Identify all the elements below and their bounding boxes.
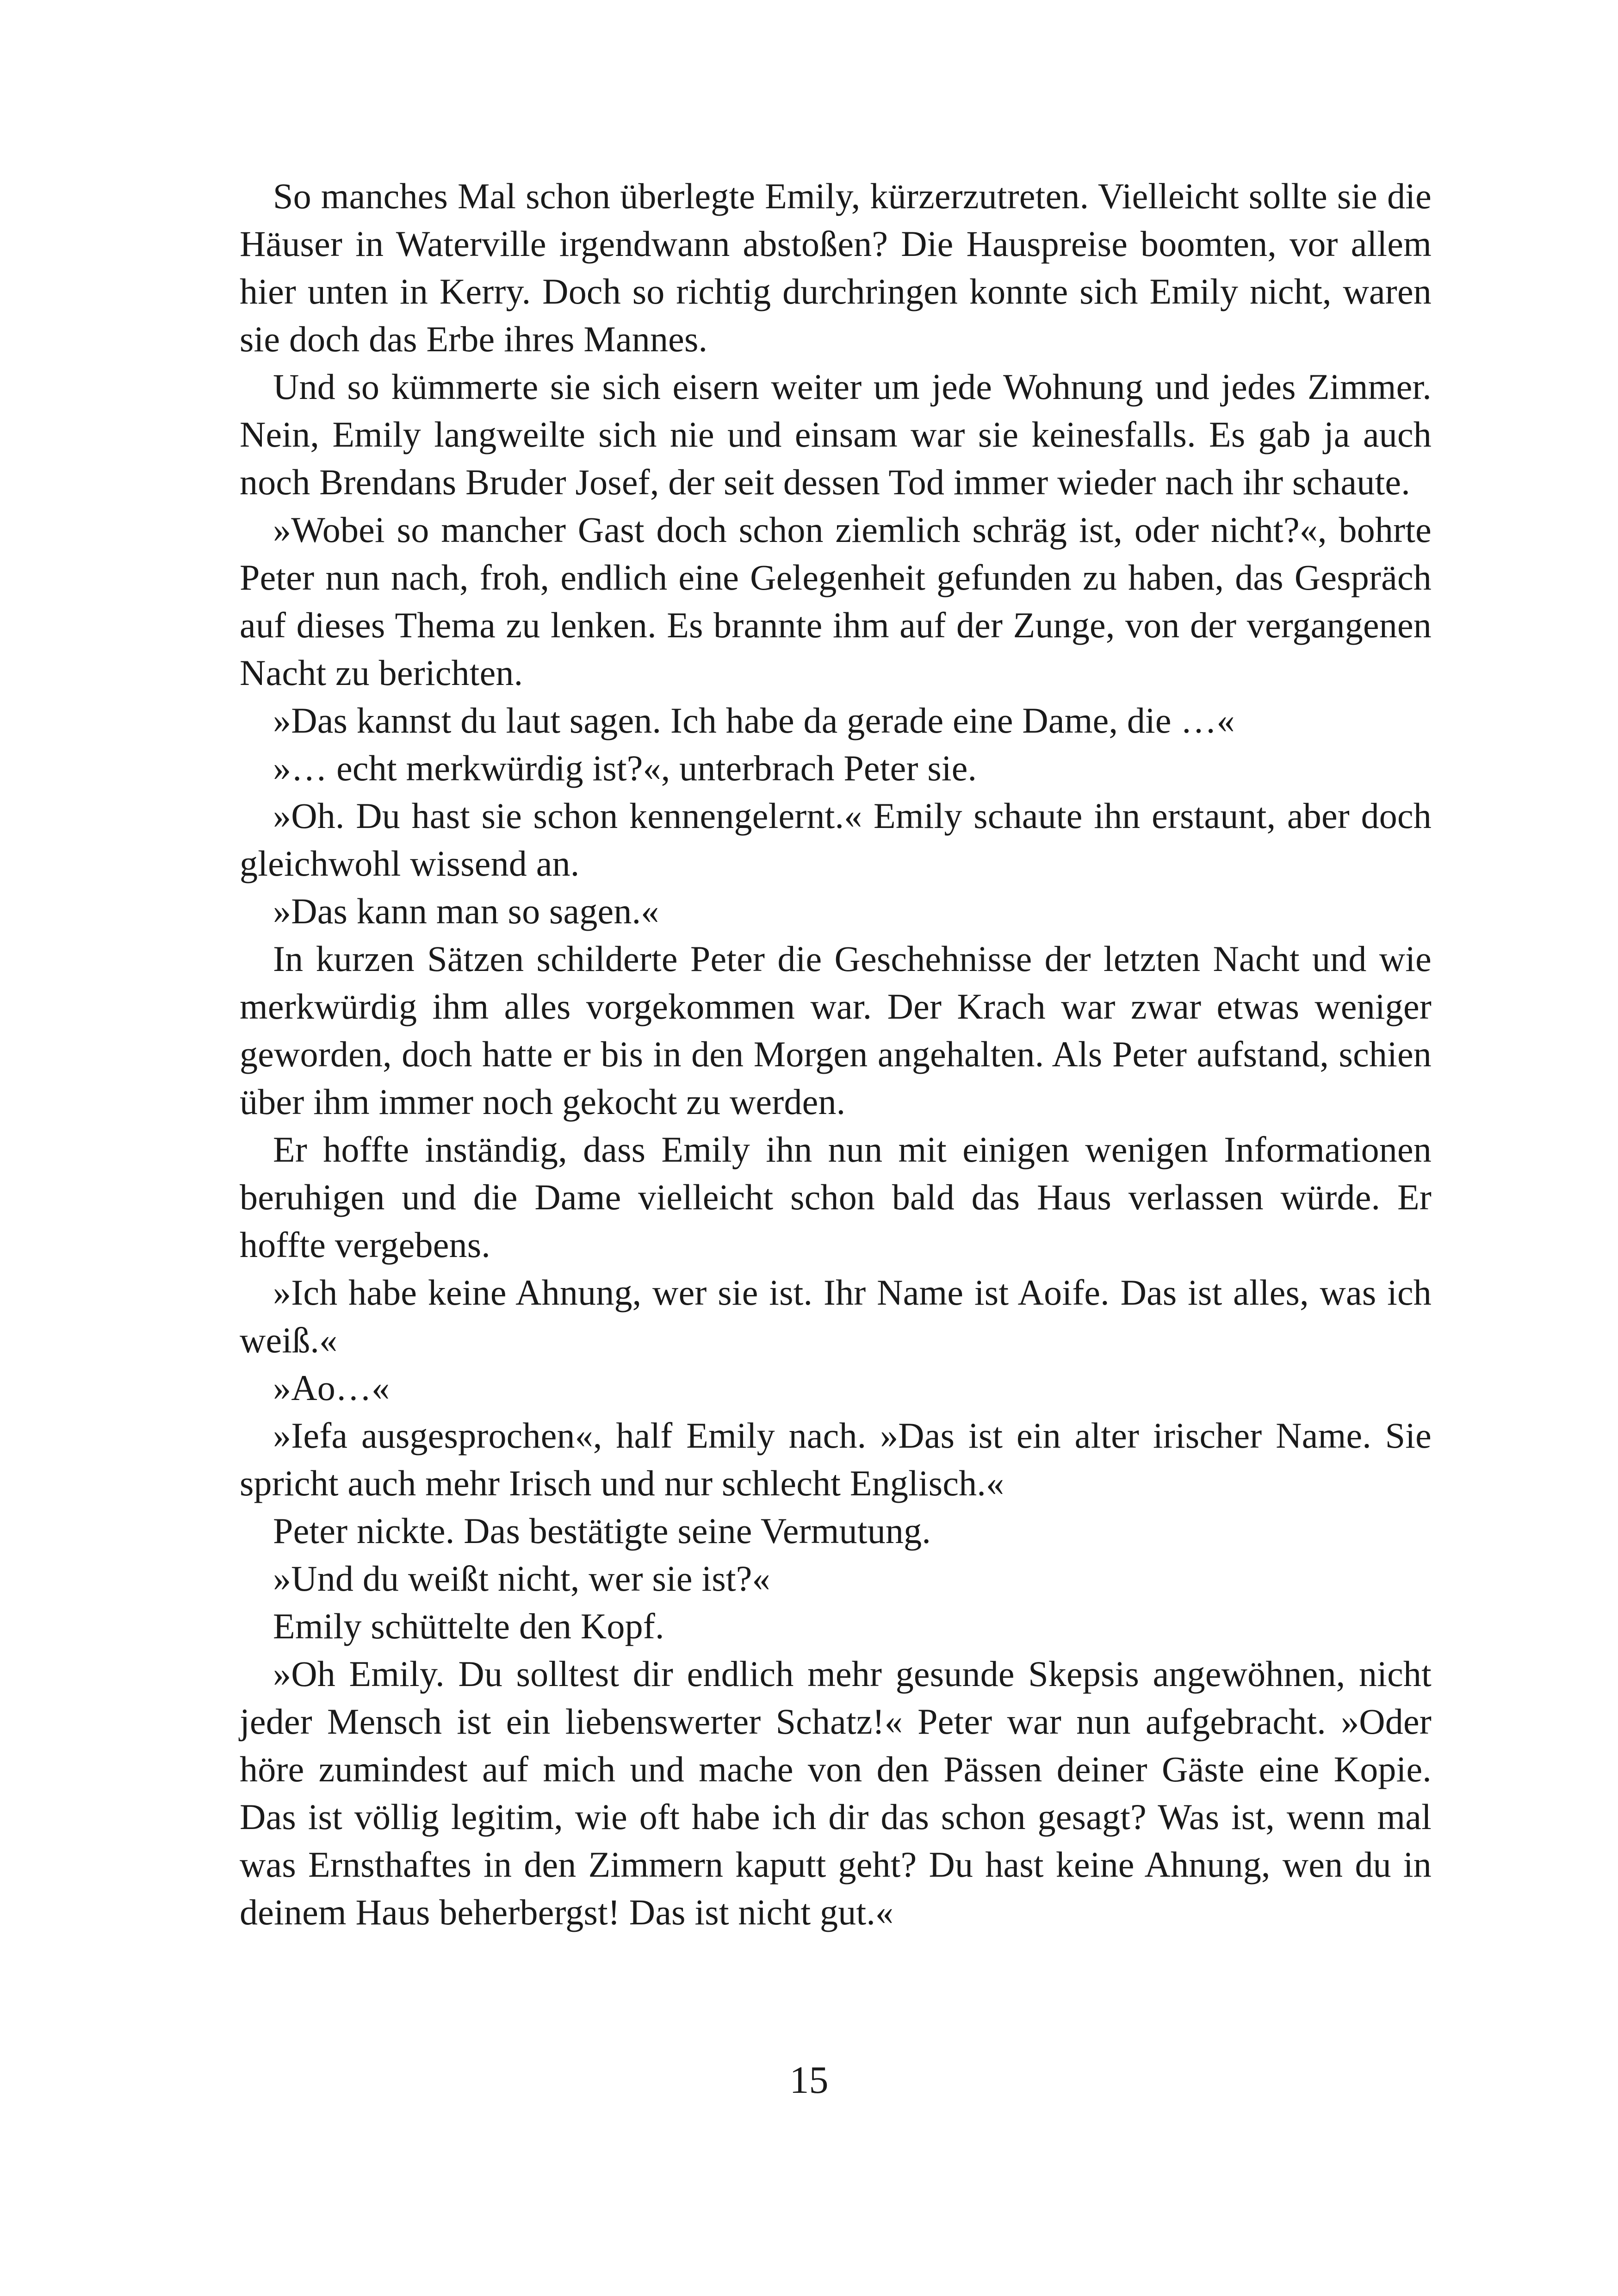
paragraph: Er hoffte inständig, dass Emily ihn nun mit einigen wenigen Informationen beruhigen und die Dame vielleicht schon bald das Haus verlassen würde. Er hoffte vergebens. <box>240 1129 1432 1265</box>
paragraph: »Ao…« <box>273 1368 390 1408</box>
paragraph: »Oh. Du hast sie schon kennengelernt.« Emily schaute ihn erstaunt, aber doch gleichwohl wissend an. <box>240 796 1432 884</box>
paragraph: »… echt merkwürdig ist?«, unterbrach Peter sie. <box>273 748 977 788</box>
paragraph: Peter nickte. Das bestätigte seine Vermutung. <box>273 1511 931 1551</box>
paragraph: »Wobei so mancher Gast doch schon ziemlich schräg ist, oder nicht?«, bohrte Peter nun nach, froh, endlich eine Gelegenheit gefunden zu haben, das Gespräch auf dieses Thema zu lenken. Es brannte ihm auf der Zunge, von der vergangenen Nacht zu berichten. <box>240 510 1432 693</box>
paragraph: Emily schüttelte den Kopf. <box>273 1606 664 1646</box>
page-number: 15 <box>789 2059 829 2102</box>
paragraph: »Das kannst du laut sagen. Ich habe da gerade eine Dame, die …« <box>273 700 1235 740</box>
body-text <box>240 172 1432 1936</box>
paragraph: Und so kümmerte sie sich eisern weiter um jede Wohnung und jedes Zimmer. Nein, Emily langweilte sich nie und einsam war sie keinesfalls. Es gab ja auch noch Brendans Bruder Josef, der seit dessen Tod immer wieder nach ihr schaute. <box>240 367 1432 502</box>
paragraph: So manches Mal schon überlegte Emily, kürzerzutreten. Vielleicht sollte sie die Häuser in Waterville irgendwann abstoßen? Die Hauspreise boomten, vor allem hier unten in Kerry. Doch so richtig durchringen konnte sich Emily nicht, waren sie doch das Erbe ihres Mannes. <box>240 176 1432 359</box>
paragraph: »Ich habe keine Ahnung, wer sie ist. Ihr Name ist Aoife. Das ist alles, was ich weiß.« <box>240 1272 1432 1360</box>
paragraph: »Iefa ausgesprochen«, half Emily nach. »Das ist ein alter irischer Name. Sie spricht auch mehr Irisch und nur schlecht Englisch.« <box>240 1415 1432 1503</box>
paragraph: »Oh Emily. Du solltest dir endlich mehr gesunde Skepsis angewöhnen, nicht jeder Mensch ist ein liebenswerter Schatz!« Peter war nun aufgebracht. »Oder höre zumindest auf mich und mache von den Pässen deiner Gäste eine Kopie. Das ist völlig legitim, wie oft habe ich dir das schon gesagt? Was ist, wenn mal was Ernsthaftes in den Zimmern kaputt geht? Du hast keine Ahnung, wen du in deinem Haus beherbergst! Das ist nicht gut.« <box>240 1654 1432 1932</box>
paragraph: In kurzen Sätzen schilderte Peter die Geschehnisse der letzten Nacht und wie merkwürdig ihm alles vorgekommen war. Der Krach war zwar etwas weniger geworden, doch hatte er bis in den Morgen angehalten. Als Peter aufstand, schien über ihm immer noch gekocht zu werden. <box>240 939 1432 1122</box>
paragraph: »Und du weißt nicht, wer sie ist?« <box>273 1558 770 1599</box>
paragraph: »Das kann man so sagen.« <box>273 891 659 931</box>
